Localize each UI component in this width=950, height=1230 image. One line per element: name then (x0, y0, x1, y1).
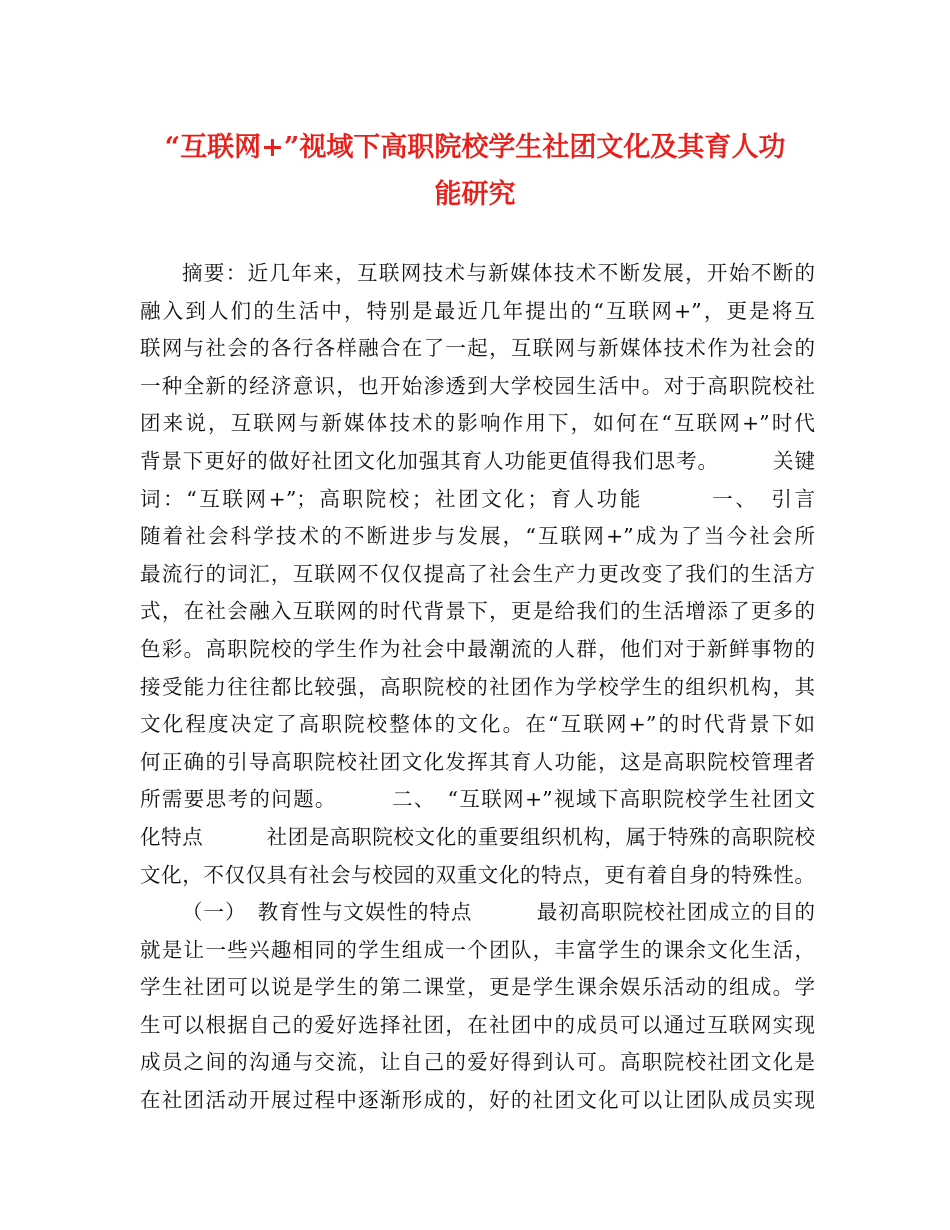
body-line: 成员之间的沟通与交流，让自己的爱好得到认可。高职院校社团文化是 (140, 1050, 815, 1075)
body-line: 在社团活动开展过程中逐渐形成的，好的社团文化可以让团队成员实现 (140, 1088, 815, 1113)
body-line: 何正确的引导高职院校社团文化发挥其育人功能，这是高职院校管理者 (140, 749, 815, 774)
body-line: （一） 教育性与文娱性的特点 最初高职院校社团成立的目的 (182, 900, 815, 925)
title-line: “互联网+”视域下高职院校学生社团文化及其育人功 (164, 132, 786, 163)
body-line: 融入到人们的生活中，特别是最近几年提出的“互联网+”，更是将互 (140, 298, 815, 323)
body-line: 摘要：近几年来，互联网技术与新媒体技术不断发展，开始不断的 (182, 261, 815, 285)
document-title (130, 124, 820, 218)
body-line: 就是让一些兴趣相同的学生组成一个团队，丰富学生的课余文化生活， (140, 937, 815, 962)
body-line: 色彩。高职院校的学生作为社会中最潮流的人群，他们对于新鲜事物的 (140, 636, 815, 661)
body-line: 化特点 社团是高职院校文化的重要组织机构，属于特殊的高职院校 (140, 824, 815, 849)
body-line: 生可以根据自己的爱好选择社团，在社团中的成员可以通过互联网实现 (140, 1012, 815, 1037)
body-line: 一种全新的经济意识，也开始渗透到大学校园生活中。对于高职院校社 (140, 373, 815, 398)
body-line: 最流行的词汇，互联网不仅仅提高了社会生产力更改变了我们的生活方 (140, 561, 815, 586)
body-line: 所需要思考的问题。 二、 “互联网+”视域下高职院校学生社团文 (140, 787, 815, 812)
body-line: 文化程度决定了高职院校整体的文化。在“互联网+”的时代背景下如 (140, 712, 815, 737)
body-line: 词：“互联网+”；高职院校；社团文化；育人功能 一、 引言 (140, 486, 815, 511)
body-line: 文化，不仅仅具有社会与校园的双重文化的特点，更有着自身的特殊性。 (140, 862, 815, 887)
body-line: 学生社团可以说是学生的第二课堂，更是学生课余娱乐活动的组成。学 (140, 975, 815, 1000)
body-line: 式，在社会融入互联网的时代背景下，更是给我们的生活增添了更多的 (140, 599, 815, 624)
body-line: 随着社会科学技术的不断进步与发展，“互联网+”成为了当今社会所 (140, 524, 815, 549)
body-line: 接受能力往往都比较强，高职院校的社团作为学校学生的组织机构，其 (140, 674, 815, 699)
body-line: 背景下更好的做好社团文化加强其育人功能更值得我们思考。 关键 (140, 448, 815, 473)
title-line: 能研究 (434, 179, 516, 210)
body-line: 联网与社会的各行各样融合在了一起，互联网与新媒体技术作为社会的 (140, 336, 815, 361)
document-body (140, 255, 815, 1120)
body-line: 团来说，互联网与新媒体技术的影响作用下，如何在“互联网+”时代 (140, 411, 815, 436)
